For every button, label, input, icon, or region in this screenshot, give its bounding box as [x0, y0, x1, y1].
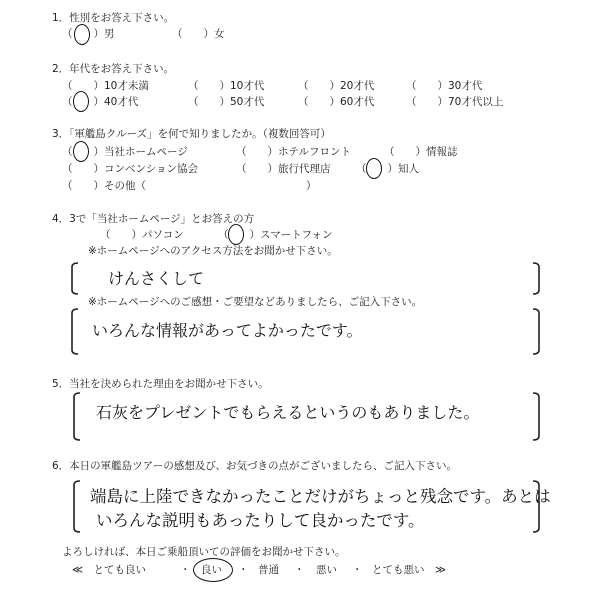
q3-title: 3．「軍艦島クルーズ」を何で知りましたか。（複数回答可）	[52, 128, 331, 140]
q3-option-magazine[interactable]: （ ）情報誌	[384, 146, 458, 158]
q3-other-close: ）	[306, 180, 317, 192]
q2-option-60s[interactable]: （ ）60才代	[298, 96, 375, 108]
q4-option-pc[interactable]: （ ）パソコン	[100, 229, 184, 241]
rating-very-good[interactable]: ≪ とても良い	[72, 564, 146, 576]
q4-title: 4．3で「当社ホームページ」とお答えの方	[52, 213, 255, 225]
rating-sep-2: ・	[238, 564, 249, 576]
q1-option-male[interactable]: （ ）男	[62, 28, 115, 40]
q3-option-acquaintance[interactable]: （ ）知人	[356, 163, 419, 175]
q2-option-20s[interactable]: （ ）20才代	[298, 80, 375, 92]
q3-option-other[interactable]: （ ）その他（	[62, 180, 146, 192]
selection-circle-good	[193, 558, 233, 582]
q2-option-10s[interactable]: （ ）10才代	[188, 80, 265, 92]
q5-title: 5．当社を決められた理由をお聞かせ下さい。	[52, 378, 269, 390]
q3-option-homepage[interactable]: （ ）当社ホームページ	[62, 146, 188, 158]
q2-option-50s[interactable]: （ ）50才代	[188, 96, 265, 108]
access-answer: けんさくして	[108, 269, 205, 288]
q2-option-40s[interactable]: （ ）40才代	[62, 96, 139, 108]
rating-normal[interactable]: 普通	[258, 564, 279, 576]
q2-option-30s[interactable]: （ ）30才代	[406, 80, 483, 92]
rating-sep-3: ・	[294, 564, 305, 576]
q1-title: 1．性別をお答え下さい。	[52, 12, 175, 24]
q3-option-hotel-front[interactable]: （ ）ホテルフロント	[236, 146, 351, 158]
rating-good[interactable]: 良い	[201, 564, 222, 576]
q6-answer-line2: いろんな説明もあったりして良かったです。	[96, 511, 425, 530]
rating-prompt: よろしければ、本日ご乗船頂いての評価をお聞かせ下さい。	[62, 546, 346, 558]
q4-option-smartphone[interactable]: （ ）スマートフォン	[218, 229, 333, 241]
q2-option-under10[interactable]: （ ）10才未満	[62, 80, 149, 92]
q6-answer-line1: 端島に上陸できなかったことだけがちょっと残念です。あとは	[90, 487, 551, 506]
q3-option-travel-agent[interactable]: （ ）旅行代理店	[236, 163, 331, 175]
rating-very-bad[interactable]: とても悪い ≫	[372, 564, 446, 576]
q4-impression-prompt: ※ホームページへのご感想・ご要望などありましたら、ご記入下さい。	[88, 296, 423, 308]
rating-sep-1: ・	[180, 564, 191, 576]
q3-option-convention[interactable]: （ ）コンベンション協会	[62, 163, 199, 175]
q6-title: 6．本日の軍艦島ツアーの感想及び、お気づきの点がございましたら、ご記入下さい。	[52, 460, 457, 472]
q5-answer: 石灰をプレゼントでもらえるというのもありました。	[96, 403, 480, 422]
q2-option-70s-plus[interactable]: （ ）70才代以上	[406, 96, 504, 108]
rating-sep-4: ・	[352, 564, 363, 576]
q4-access-prompt: ※ホームページへのアクセス方法をお聞かせ下さい。	[88, 245, 338, 257]
impression-answer: いろんな情報があってよかったです。	[92, 321, 363, 340]
q1-option-female[interactable]: （ ）女	[172, 28, 225, 40]
q2-title: 2．年代をお答え下さい。	[52, 63, 175, 75]
rating-bad[interactable]: 悪い	[316, 564, 337, 576]
